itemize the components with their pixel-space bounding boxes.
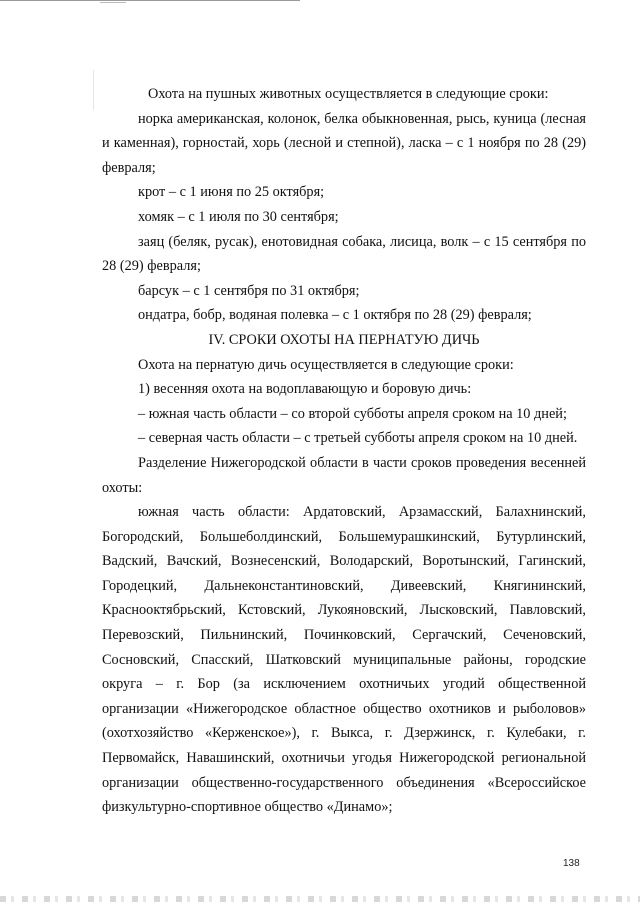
scan-top-mark [100,2,126,3]
paragraph-fur-intro: Охота на пушных животных осуществляется в следующие сроки: [148,86,549,102]
section-heading: IV. СРОКИ ОХОТЫ НА ПЕРНАТУЮ ДИЧЬ [208,331,480,348]
scan-top-line [0,0,300,1]
paragraph-muskrat-etc: ондатра, бобр, водяная полевка – с 1 октября по 28 (29) февраля; [138,307,532,324]
paragraph-mink-etc: норка американская, колонок, белка обыкновенная, рысь, куница (лесная и каменная), горностай, хорь (лесной и степной), ласка – с 1 ноября по 28 (29) февраля; [102,110,586,176]
paragraph-spring-hunt: 1) весенняя охота на водоплавающую и боровую дичь: [138,381,472,398]
paragraph-bird-intro: Охота на пернатую дичь осуществляется в следующие сроки: [138,356,514,373]
paragraph-north-part: – северная часть области – с третьей субботы апреля сроком на 10 дней. [138,430,578,447]
paragraph-hamster: хомяк – с 1 июля по 30 сентября; [138,208,339,225]
paragraph-south-part: – южная часть области – со второй субботы апреля сроком на 10 дней; [138,405,567,422]
scan-bottom-artifact [0,896,640,902]
scan-margin-mark [93,70,94,110]
paragraph-hare-etc: заяц (беляк, русак), енотовидная собака, лисица, волк – с 15 сентября по 28 (29) февраля; [102,233,586,275]
paragraph-mole: крот – с 1 июня по 25 октября; [138,184,325,201]
paragraph-badger: барсук – с 1 сентября по 31 октября; [138,282,360,299]
paragraph-division: Разделение Нижегородской области в части сроков проведения весенней охоты: [102,454,586,496]
page-number: 138 [563,858,580,869]
paragraph-south-districts: южная часть области: Ардатовский, Арзамасский, Балахнинский, Богородский, Большеболдинский, Большемурашкинский, Бутурлинский, Вадский, Вачский, Вознесенский, Володарский, Воротынский, Гагинский, Городецкий, Дальнеконстантиновский, Дивеевский, Княгининский, Краснооктябрьский, Кстовский, Лукояновский, Лысковский, Павловский, Перевозский, Пильнинский, Починковский, Сергачский, Сеченовский, Сосновский, Спасский, Шатковский муниципальные районы, городские округа – г. Бор (за исключением охотничьих угодий общественной организации «Нижегородское областное общество охотников и рыболовов» (охотхозяйство «Керженское»), г. Выкса, г. Дзержинск, г. Кулебаки, г. Первомайск, Навашинский, охотничьи угодья Нижегородской региональной организации общественно-государственного объединения «Всероссийское физкультурно-спортивное общество «Динамо»; [102,504,586,816]
document-body [102,82,586,820]
